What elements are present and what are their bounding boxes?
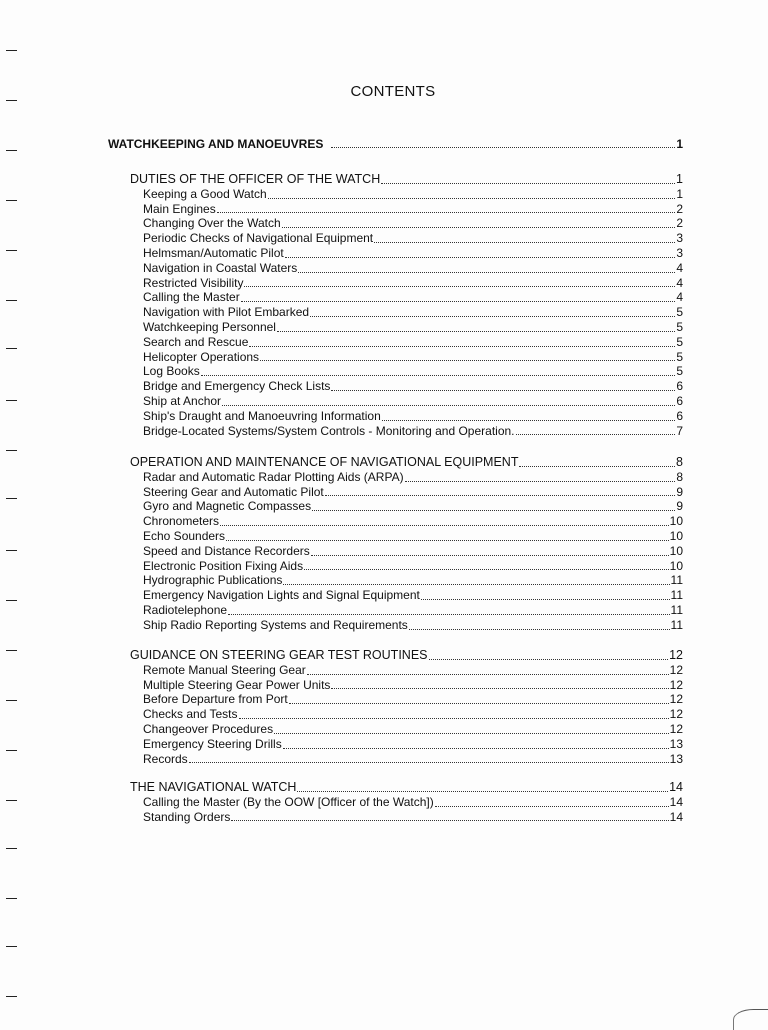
toc-item: [130, 320, 683, 335]
toc-item-label: Ship at Anchor: [143, 393, 222, 408]
toc-item-page: 12: [669, 677, 683, 692]
toc-item: [130, 722, 683, 737]
toc-item-page: 3: [676, 231, 683, 246]
dot-leader: [241, 301, 675, 302]
toc-item-label: Log Books: [143, 364, 200, 379]
margin-tick: [6, 700, 17, 701]
toc-item: [130, 795, 683, 810]
toc-item: [130, 276, 683, 291]
toc-item-page: 10: [669, 543, 683, 558]
toc-item: [130, 544, 683, 559]
dot-leader: [274, 733, 669, 734]
toc-item-page: 3: [676, 245, 683, 260]
toc-item-label: Chronometers: [143, 514, 220, 529]
dot-leader: [282, 227, 675, 228]
dot-leader: [325, 495, 675, 496]
toc-item-label: Navigation in Coastal Waters: [143, 260, 298, 275]
dot-leader: [260, 360, 675, 361]
toc-item-page: 1: [676, 186, 683, 201]
toc-section: [130, 648, 683, 766]
dot-leader: [285, 257, 675, 258]
toc-section-heading-page: 14: [669, 780, 683, 794]
toc-item-page: 6: [676, 393, 683, 408]
dot-leader: [289, 703, 669, 704]
toc-section-heading-page: 1: [676, 172, 683, 186]
margin-tick: [6, 800, 17, 801]
toc-item: [130, 692, 683, 707]
dot-leader: [519, 466, 675, 467]
dot-leader: [311, 555, 669, 556]
margin-tick: [6, 996, 17, 997]
toc-item-label: Search and Rescue: [143, 334, 249, 349]
dot-leader: [222, 405, 675, 406]
dot-leader: [231, 820, 668, 821]
toc-section-heading: [130, 172, 683, 187]
toc-item-page: 5: [676, 349, 683, 364]
toc-item-page: 12: [669, 692, 683, 707]
toc-item-label: Watchkeeping Personnel: [143, 319, 276, 334]
dot-leader: [201, 375, 675, 376]
toc-item: [130, 187, 683, 202]
toc-item-label: Main Engines: [143, 201, 216, 216]
margin-tick: [6, 100, 17, 101]
toc-item-label: Restricted Visibility: [143, 275, 244, 290]
dot-leader: [283, 584, 669, 585]
toc-item-label: Echo Sounders: [143, 528, 226, 543]
toc-item: [130, 216, 683, 231]
toc-item-page: 6: [676, 379, 683, 394]
toc-item-page: 11: [670, 602, 683, 617]
dot-leader: [217, 212, 675, 213]
dot-leader: [228, 614, 669, 615]
toc-section: [130, 780, 683, 824]
toc-item: [130, 618, 683, 633]
toc-item-label: Before Departure from Port: [143, 692, 288, 707]
toc-item: [130, 737, 683, 752]
toc-section: [130, 172, 683, 438]
toc-item: [130, 409, 683, 424]
toc-item-label: Speed and Distance Recorders: [143, 543, 310, 558]
toc-item: [130, 529, 683, 544]
toc-item-label: Helmsman/Automatic Pilot: [143, 245, 284, 260]
dot-leader: [331, 688, 668, 689]
toc-item-label: Calling the Master (By the OOW [Officer of the Watch]): [143, 794, 434, 809]
toc-item-page: 4: [676, 260, 683, 275]
margin-tick: [6, 650, 17, 651]
margin-tick: [6, 250, 17, 251]
toc-item-page: 6: [676, 408, 683, 423]
toc-item: [130, 752, 683, 767]
toc-item-page: 10: [669, 528, 683, 543]
toc-item-page: 13: [669, 736, 683, 751]
toc-main-entry: [108, 137, 683, 151]
toc-main-entry-label: WATCHKEEPING AND MANOEUVRES: [108, 137, 324, 151]
toc-item: [130, 470, 683, 485]
toc-item-page: 8: [676, 469, 683, 484]
toc-item-page: 5: [676, 319, 683, 334]
dot-leader: [331, 390, 675, 391]
dot-leader: [244, 286, 675, 287]
toc-item: [130, 424, 683, 439]
dot-leader: [374, 242, 675, 243]
toc-item-label: Emergency Steering Drills: [143, 736, 282, 751]
margin-tick: [6, 200, 17, 201]
toc-item: [130, 810, 683, 825]
toc-item-page: 7: [676, 423, 683, 438]
toc-item: [130, 394, 683, 409]
toc-item: [130, 588, 683, 603]
toc-item-label: Records: [143, 751, 188, 766]
toc-item-page: 4: [676, 275, 683, 290]
dot-leader: [331, 147, 675, 148]
toc-item: [130, 305, 683, 320]
toc-item-page: 12: [669, 721, 683, 736]
toc-item-page: 9: [676, 484, 683, 499]
toc-item-label: Checks and Tests: [143, 707, 238, 722]
toc-item: [130, 261, 683, 276]
toc-item-label: Bridge-Located Systems/System Controls - Monitoring and Operation.: [143, 423, 515, 438]
toc-item: [130, 603, 683, 618]
toc-item-label: Navigation with Pilot Embarked: [143, 305, 310, 320]
toc-item-label: Changing Over the Watch: [143, 216, 281, 231]
toc-item: [130, 350, 683, 365]
toc-section-heading-page: 8: [676, 455, 683, 469]
toc-item: [130, 202, 683, 217]
dot-leader: [220, 525, 669, 526]
toc-item: [130, 678, 683, 693]
dot-leader: [283, 748, 669, 749]
dot-leader: [382, 420, 675, 421]
toc-item-page: 2: [676, 216, 683, 231]
dot-leader: [304, 569, 669, 570]
toc-item-label: Standing Orders: [143, 809, 231, 824]
corner-mark: [733, 1009, 768, 1030]
toc-item-page: 10: [669, 514, 683, 529]
toc-section-heading: [130, 648, 683, 663]
dot-leader: [307, 674, 669, 675]
toc-item-page: 4: [676, 290, 683, 305]
toc-item-label: Ship's Draught and Manoeuvring Information: [143, 408, 381, 423]
toc-item-label: Multiple Steering Gear Power Units: [143, 677, 331, 692]
margin-tick: [6, 898, 17, 899]
toc-item-page: 13: [669, 751, 683, 766]
margin-tick: [6, 946, 17, 947]
margin-tick: [6, 150, 17, 151]
dot-leader: [435, 806, 669, 807]
toc-item: [130, 559, 683, 574]
margin-tick: [6, 750, 17, 751]
toc-item-label: Gyro and Magnetic Compasses: [143, 499, 312, 514]
toc-item-label: Radar and Automatic Radar Plotting Aids (ARPA): [143, 469, 404, 484]
toc-section: [130, 455, 683, 633]
toc-section-heading-label: DUTIES OF THE OFFICER OF THE WATCH: [130, 172, 381, 186]
toc-item-label: Keeping a Good Watch: [143, 186, 267, 201]
margin-tick: [6, 400, 17, 401]
margin-tick: [6, 498, 17, 499]
margin-tick: [6, 450, 17, 451]
toc-item: [130, 485, 683, 500]
toc-item-page: 12: [669, 707, 683, 722]
dot-leader: [249, 346, 675, 347]
toc-main-entry-page: 1: [676, 137, 683, 151]
toc-item-label: Steering Gear and Automatic Pilot: [143, 484, 324, 499]
toc-section-heading-label: OPERATION AND MAINTENANCE OF NAVIGATIONAL EQUIPMENT: [130, 455, 519, 469]
toc-item-label: Periodic Checks of Navigational Equipment: [143, 231, 374, 246]
toc-item: [130, 514, 683, 529]
dot-leader: [381, 183, 675, 184]
toc-item-label: Bridge and Emergency Check Lists: [143, 379, 331, 394]
toc-item: [130, 246, 683, 261]
dot-leader: [429, 659, 669, 660]
margin-tick: [6, 550, 17, 551]
margin-tick: [6, 600, 17, 601]
dot-leader: [516, 434, 675, 435]
toc-item-label: Ship Radio Reporting Systems and Requirements: [143, 617, 408, 632]
dot-leader: [312, 510, 675, 511]
toc-item: [130, 663, 683, 678]
toc-item-label: Emergency Navigation Lights and Signal Equipment: [143, 588, 420, 603]
toc-item-page: 11: [670, 588, 683, 603]
toc-section-heading: [130, 780, 683, 795]
toc-section-heading: [130, 455, 683, 470]
toc-item-page: 12: [669, 662, 683, 677]
dot-leader: [189, 762, 669, 763]
toc-item-page: 9: [676, 499, 683, 514]
toc-item-page: 5: [676, 364, 683, 379]
toc-item-page: 14: [669, 794, 683, 809]
dot-leader: [409, 629, 670, 630]
toc-section-heading-page: 12: [669, 648, 683, 662]
dot-leader: [239, 718, 669, 719]
toc-item-label: Calling the Master: [143, 290, 240, 305]
dot-leader: [297, 791, 668, 792]
dot-leader: [277, 331, 675, 332]
toc-item-label: Remote Manual Steering Gear: [143, 662, 306, 677]
toc-item: [130, 231, 683, 246]
toc-item-page: 2: [676, 201, 683, 216]
dot-leader: [310, 316, 675, 317]
toc-item-page: 10: [669, 558, 683, 573]
page-title: CONTENTS: [350, 83, 436, 100]
toc-item-label: Hydrographic Publications: [143, 573, 283, 588]
toc-item: [130, 707, 683, 722]
toc-item-label: Helicopter Operations: [143, 349, 260, 364]
toc-item: [130, 364, 683, 379]
toc-item: [130, 573, 683, 588]
toc-item: [130, 379, 683, 394]
toc-item-page: 14: [669, 809, 683, 824]
toc-item-page: 11: [670, 573, 683, 588]
dot-leader: [268, 198, 675, 199]
margin-tick: [6, 50, 17, 51]
toc-item: [130, 290, 683, 305]
dot-leader: [405, 481, 675, 482]
toc-item-label: Radiotelephone: [143, 602, 228, 617]
toc-section-heading-label: GUIDANCE ON STEERING GEAR TEST ROUTINES: [130, 648, 428, 662]
toc-item: [130, 499, 683, 514]
toc-item-label: Electronic Position Fixing Aids: [143, 558, 304, 573]
toc-item-page: 5: [676, 334, 683, 349]
margin-tick: [6, 348, 17, 349]
dot-leader: [421, 599, 670, 600]
toc-item: [130, 335, 683, 350]
toc-item-page: 5: [676, 305, 683, 320]
toc-item-page: 11: [670, 617, 683, 632]
toc-section-heading-label: THE NAVIGATIONAL WATCH: [130, 780, 297, 794]
dot-leader: [298, 272, 675, 273]
toc-item-label: Changeover Procedures: [143, 721, 274, 736]
margin-tick: [6, 848, 17, 849]
dot-leader: [226, 540, 669, 541]
margin-tick: [6, 300, 17, 301]
